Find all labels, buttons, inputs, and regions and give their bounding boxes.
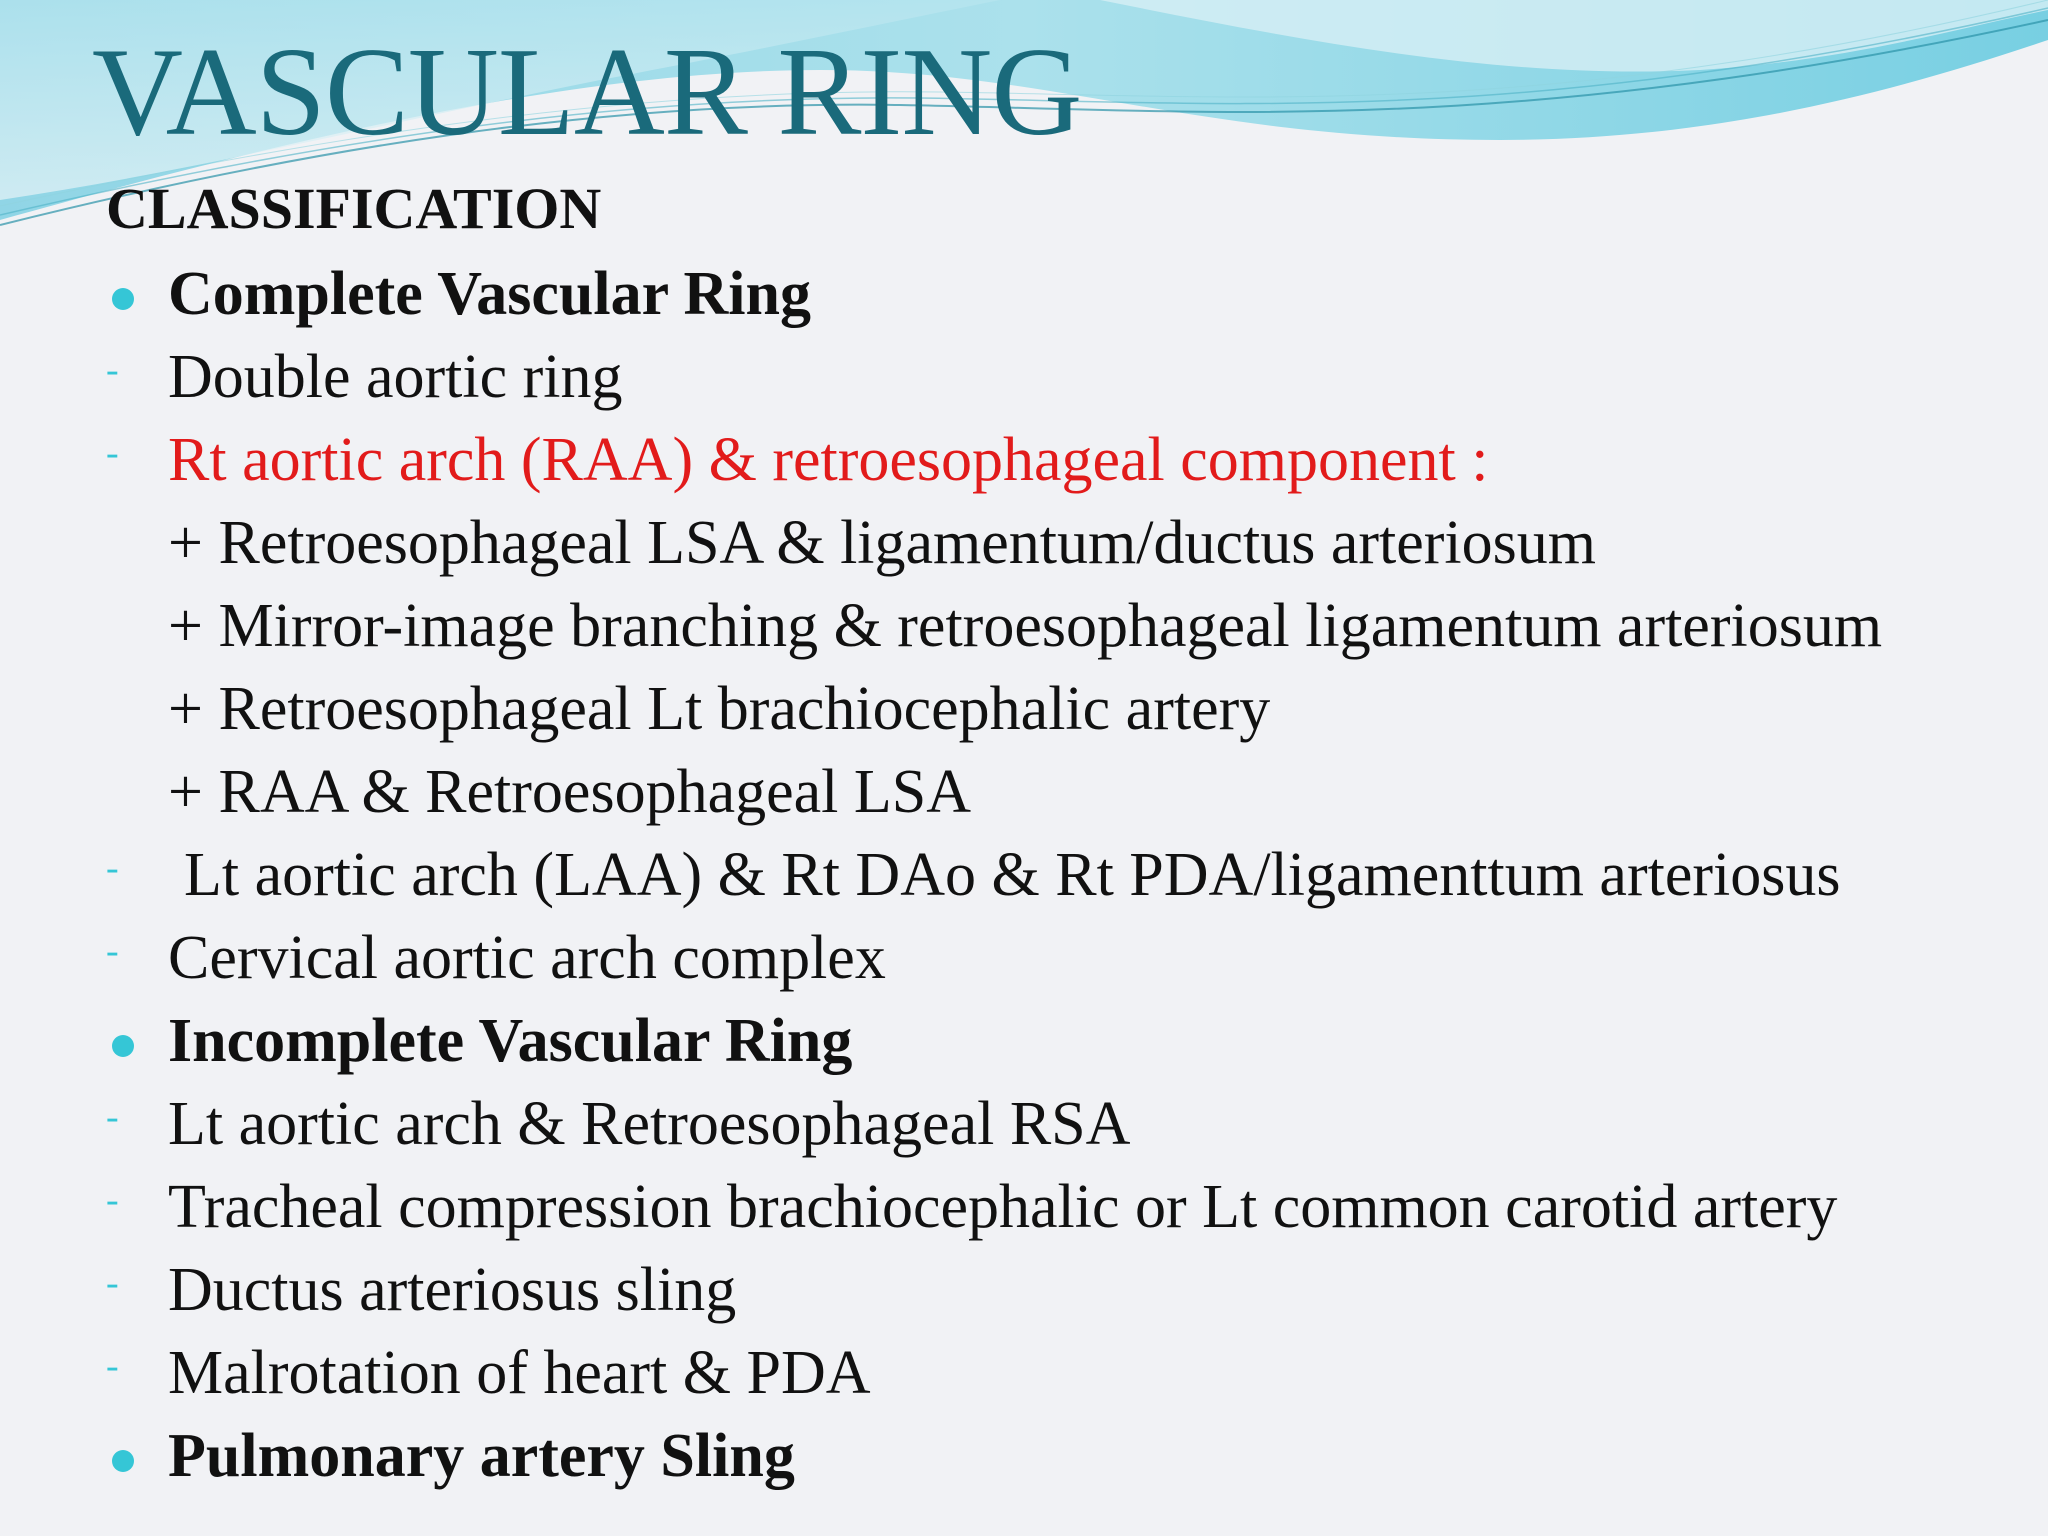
item-text-line [168, 760, 971, 825]
item-text: RAA & Retroesophageal LSA [218, 758, 971, 826]
item-text: Mirror-image branching & retroesophageal ligamentum arteriosum [218, 592, 1883, 660]
bullet-icon [112, 288, 134, 310]
list-item-incomplete-vascular-ring [0, 1009, 2048, 1079]
plus-prefix: + [168, 675, 219, 743]
list-item-mirror-image-branching [0, 594, 2048, 664]
item-text: Tracheal compression brachiocephalic or Lt common carotid artery [168, 1173, 1838, 1241]
dash-icon: - [106, 349, 119, 391]
dash-icon: - [106, 930, 119, 972]
item-text: Pulmonary artery Sling [168, 1422, 795, 1490]
list-item-retroesophageal-lsa-ligamentum [0, 511, 2048, 581]
list-item-lt-aortic-arch-rsa [0, 1092, 2048, 1162]
plus-prefix: + [168, 758, 219, 826]
list-item-raa-retroesophageal-lsa [0, 760, 2048, 830]
dash-icon: - [106, 432, 119, 474]
dash-icon: - [106, 1179, 119, 1221]
list-item-retroesophageal-lt-brachiocephalic [0, 677, 2048, 747]
item-text: Lt aortic arch & Retroesophageal RSA [168, 1090, 1131, 1158]
section-subtitle: CLASSIFICATION [106, 176, 602, 241]
item-text: Lt aortic arch (LAA) & Rt DAo & Rt PDA/ligamenttum arteriosus [184, 841, 1841, 909]
item-text: Complete Vascular Ring [168, 260, 812, 328]
item-text-line [168, 677, 1270, 742]
item-text: Retroesophageal LSA & ligamentum/ductus arteriosum [218, 509, 1596, 577]
item-text: Rt aortic arch (RAA) & retroesophageal component : [168, 426, 1489, 494]
item-text: Incomplete Vascular Ring [168, 1007, 853, 1075]
dash-icon: - [106, 1345, 119, 1387]
bullet-icon [112, 1035, 134, 1057]
list-item-double-aortic-ring [0, 345, 2048, 415]
item-text-line [168, 511, 1596, 576]
list-item-cervical-aortic-arch [0, 926, 2048, 996]
dash-icon: - [106, 1096, 119, 1138]
list-item-tracheal-compression [0, 1175, 2048, 1245]
item-text: Malrotation of heart & PDA [168, 1339, 871, 1407]
list-item-pulmonary-artery-sling [0, 1424, 2048, 1494]
dash-icon: - [106, 847, 119, 889]
item-text: Double aortic ring [168, 343, 623, 411]
item-text: Retroesophageal Lt brachiocephalic artery [218, 675, 1271, 743]
list-item-ductus-arteriosus-sling [0, 1258, 2048, 1328]
plus-prefix: + [168, 592, 219, 660]
item-text-line [168, 594, 1882, 659]
item-text: Cervical aortic arch complex [168, 924, 886, 992]
item-text: Ductus arteriosus sling [168, 1256, 737, 1324]
list-item-malrotation-of-heart [0, 1341, 2048, 1411]
list-item-complete-vascular-ring [0, 262, 2048, 332]
list-item-rt-aortic-arch [0, 428, 2048, 498]
plus-prefix: + [168, 509, 219, 577]
dash-icon: - [106, 1262, 119, 1304]
slide-title: VASCULAR RING [92, 23, 1082, 162]
list-item-lt-aortic-arch-laa [0, 843, 2048, 913]
bullet-icon [112, 1450, 134, 1472]
